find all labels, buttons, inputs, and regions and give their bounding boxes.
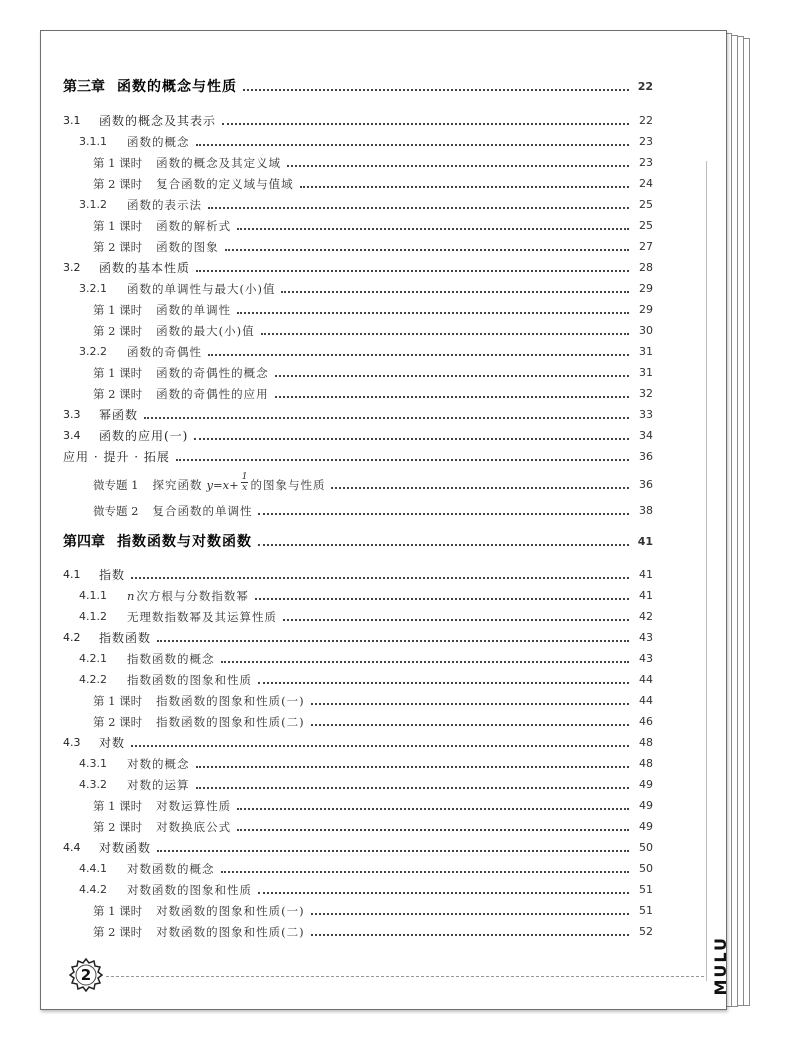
toc-section[interactable] [63,422,653,444]
lesson-title: 对数运算性质 [156,799,232,813]
leader-dots [258,681,629,684]
page-ref: 41 [639,568,653,581]
section-number: 3.2 [63,261,81,274]
subsection-title-italic: n [127,589,135,603]
page-ref: 49 [639,778,653,791]
subsection-title: 对数的运算 [127,778,190,792]
toc-subsection[interactable] [79,645,653,667]
leader-dots [311,702,629,705]
section-number: 4.4 [63,841,81,854]
page-ref: 41 [639,589,653,602]
leader-dots [131,744,629,747]
lesson-number: 第 2 课时 [93,177,143,191]
topic-number: 微专题 2 [93,504,139,518]
section-title: 应用 · 提升 · 拓展 [63,450,170,464]
lesson-title: 函数的图象 [156,240,219,254]
lesson-number: 第 1 课时 [93,904,143,918]
toc-lesson[interactable] [93,380,653,402]
toc-section[interactable] [63,401,653,423]
subsection-number: 3.2.2 [79,345,107,358]
subsection-number: 4.4.1 [79,862,107,875]
subsection-number: 3.1.1 [79,135,107,148]
toc-subsection[interactable] [79,338,653,360]
page-ref: 29 [639,282,653,295]
leader-dots [221,660,630,663]
leader-dots [131,576,629,579]
page-ref: 52 [639,925,653,938]
toc-special-topic[interactable] [93,497,653,519]
section-number: 4.3 [63,736,81,749]
subsection-number: 3.2.1 [79,282,107,295]
leader-dots [283,618,629,621]
subsection-title: 指数函数的概念 [127,652,215,666]
toc-lesson[interactable] [93,687,653,709]
section-title: 指数 [99,568,126,582]
toc-lesson[interactable] [93,897,653,919]
page-ref: 44 [639,673,653,686]
leader-dots [258,543,629,546]
subsection-title: 对数函数的图象和性质 [127,883,252,897]
page-ref: 32 [639,387,653,400]
leader-dots [243,88,629,91]
toc-lesson[interactable] [93,813,653,835]
subsection-title: 函数的概念 [127,135,190,149]
lesson-number: 第 1 课时 [93,156,143,170]
leader-dots [258,891,629,894]
lesson-number: 第 2 课时 [93,387,143,401]
section-title: 幂函数 [99,408,139,422]
side-label-mulu: MULU [711,936,730,996]
toc-section[interactable] [63,729,653,751]
page-ref: 43 [639,631,653,644]
subsection-number: 4.1.2 [79,610,107,623]
toc-subsection[interactable] [79,603,653,625]
leader-dots [237,311,629,314]
page-ref: 50 [639,841,653,854]
lesson-title: 复合函数的定义域与值域 [156,177,294,191]
fraction-denominator: x [242,483,248,493]
formula-text: y=x+ [206,478,239,492]
subsection-title: 对数的概念 [127,757,190,771]
lesson-title: 函数的单调性 [156,303,232,317]
page-ref: 29 [639,303,653,316]
leader-dots [196,765,630,768]
leader-dots [237,828,629,831]
lesson-number: 第 1 课时 [93,219,143,233]
page-ref: 36 [639,450,653,463]
toc-page [40,30,730,1010]
toc-lesson[interactable] [93,233,653,255]
leader-dots [237,227,629,230]
subsection-title: 函数的奇偶性 [127,345,202,359]
leader-dots [275,374,629,377]
topic-title-prefix: 探究函数 [152,478,203,492]
page-ref: 36 [639,478,653,491]
side-margin-rule [706,161,707,981]
leader-dots [311,723,629,726]
leader-dots [176,458,629,461]
topic-number: 微专题 1 [93,478,139,492]
page-ref: 51 [639,904,653,917]
toc-section[interactable] [63,443,653,465]
footer-dashed-rule [106,976,704,977]
toc-subsection[interactable] [79,191,653,213]
leader-dots [237,807,629,810]
lesson-title: 函数的奇偶性的概念 [156,366,269,380]
section-title: 函数的基本性质 [99,261,191,275]
toc-lesson[interactable] [93,708,653,730]
toc-subsection[interactable] [79,128,653,150]
subsection-number: 4.3.1 [79,757,107,770]
toc-section[interactable] [63,561,653,583]
leader-dots [275,395,629,398]
lesson-number: 第 1 课时 [93,694,143,708]
page-ref: 49 [639,820,653,833]
leader-dots [194,437,629,440]
page-ref: 31 [639,366,653,379]
subsection-number: 4.1.1 [79,589,107,602]
leader-dots [258,512,629,515]
leader-dots [196,143,630,146]
leader-dots [221,870,630,873]
chapter-heading[interactable] [63,73,653,95]
leader-dots [208,353,629,356]
toc-section[interactable] [63,107,653,129]
subsection-title: 次方根与分数指数幂 [136,589,249,603]
lesson-number: 第 2 课时 [93,240,143,254]
section-title: 对数 [99,736,126,750]
leader-dots [255,597,629,600]
lesson-number: 第 1 课时 [93,799,143,813]
toc-subsection[interactable] [79,275,653,297]
leader-dots [222,122,629,125]
page-ref: 25 [639,198,653,211]
toc-special-topic[interactable] [93,463,653,493]
toc-lesson[interactable] [93,296,653,318]
leader-dots [281,290,629,293]
chapter-number: 第四章 [63,534,105,550]
section-number: 3.1 [63,114,81,127]
subsection-title: 对数函数的概念 [127,862,215,876]
page-ref: 22 [639,114,653,127]
lesson-title: 函数的奇偶性的应用 [156,387,269,401]
lesson-title: 函数的最大(小)值 [156,324,255,338]
page-ref: 50 [639,862,653,875]
lesson-number: 第 2 课时 [93,715,143,729]
toc-subsection[interactable] [79,876,653,898]
leader-dots [331,486,629,489]
fraction-numerator: 1 [241,472,248,482]
subsection-title: 函数的表示法 [127,198,202,212]
subsection-number: 3.1.2 [79,198,107,211]
section-title: 对数函数 [99,841,152,855]
page-ref: 48 [639,736,653,749]
page-ref: 30 [639,324,653,337]
section-title: 函数的概念及其表示 [99,114,217,128]
subsection-title: 函数的单调性与最大(小)值 [127,282,276,296]
page-number: 2 [80,966,92,984]
subsection-number: 4.2.1 [79,652,107,665]
toc-subsection[interactable] [79,666,653,688]
toc-section[interactable] [63,834,653,856]
topic-title-suffix: 的图象与性质 [250,478,326,492]
leader-dots [196,269,629,272]
toc-subsection[interactable] [79,771,653,793]
page-ref: 31 [639,345,653,358]
leader-dots [311,933,629,936]
section-number: 4.1 [63,568,81,581]
section-number: 3.4 [63,429,81,442]
toc-subsection[interactable] [79,750,653,772]
page-ref: 42 [639,610,653,623]
leader-dots [225,248,629,251]
lesson-title: 函数的概念及其定义域 [156,156,282,170]
page-ref: 38 [639,504,653,517]
leader-dots [157,639,629,642]
page-ref: 46 [639,715,653,728]
lesson-title: 函数的解析式 [156,219,232,233]
subsection-number: 4.2.2 [79,673,107,686]
leader-dots [157,849,629,852]
page-ref: 41 [637,535,653,548]
subsection-title: 指数函数的图象和性质 [127,673,252,687]
page-ref: 44 [639,694,653,707]
chapter-number: 第三章 [63,79,105,95]
chapter-heading[interactable] [63,528,653,550]
page-ref: 24 [639,177,653,190]
formula-fraction [241,472,249,493]
leader-dots [261,332,629,335]
toc-subsection[interactable] [79,855,653,877]
toc-lesson[interactable] [93,317,653,339]
section-title: 指数函数 [99,631,152,645]
lesson-number: 第 2 课时 [93,925,143,939]
toc-lesson[interactable] [93,918,653,940]
leader-dots [287,164,629,167]
leader-dots [311,912,629,915]
toc-lesson[interactable] [93,149,653,171]
page-ref: 22 [637,80,653,93]
page-ref: 28 [639,261,653,274]
page-ref: 33 [639,408,653,421]
lesson-title: 指数函数的图象和性质(二) [156,715,305,729]
page-ref: 23 [639,156,653,169]
page-ref: 34 [639,429,653,442]
toc-lesson[interactable] [93,359,653,381]
lesson-number: 第 2 课时 [93,324,143,338]
page-ref: 25 [639,219,653,232]
subsection-title: 无理数指数幂及其运算性质 [127,610,277,624]
toc-section[interactable] [63,254,653,276]
leader-dots [196,786,630,789]
page-ref: 27 [639,240,653,253]
toc-section[interactable] [63,624,653,646]
toc-subsection[interactable] [79,582,653,604]
lesson-title: 对数函数的图象和性质(二) [156,925,305,939]
leader-dots [300,185,629,188]
leader-dots [208,206,629,209]
page-ref: 51 [639,883,653,896]
topic-title: 复合函数的单调性 [152,504,253,518]
toc-lesson[interactable] [93,170,653,192]
page-ref: 43 [639,652,653,665]
page-ref: 23 [639,135,653,148]
section-number: 3.3 [63,408,81,421]
lesson-number: 第 1 课时 [93,303,143,317]
lesson-title: 指数函数的图象和性质(一) [156,694,305,708]
toc-lesson[interactable] [93,792,653,814]
lesson-title: 对数函数的图象和性质(一) [156,904,305,918]
section-title: 函数的应用(一) [99,429,189,443]
lesson-number: 第 2 课时 [93,820,143,834]
lesson-number: 第 1 课时 [93,366,143,380]
chapter-title: 指数函数与对数函数 [117,534,252,550]
leader-dots [144,416,629,419]
subsection-number: 4.3.2 [79,778,107,791]
subsection-number: 4.4.2 [79,883,107,896]
chapter-title: 函数的概念与性质 [117,79,237,95]
section-number: 4.2 [63,631,81,644]
lesson-title: 对数换底公式 [156,820,232,834]
toc-lesson[interactable] [93,212,653,234]
page-ref: 48 [639,757,653,770]
page-ref: 49 [639,799,653,812]
